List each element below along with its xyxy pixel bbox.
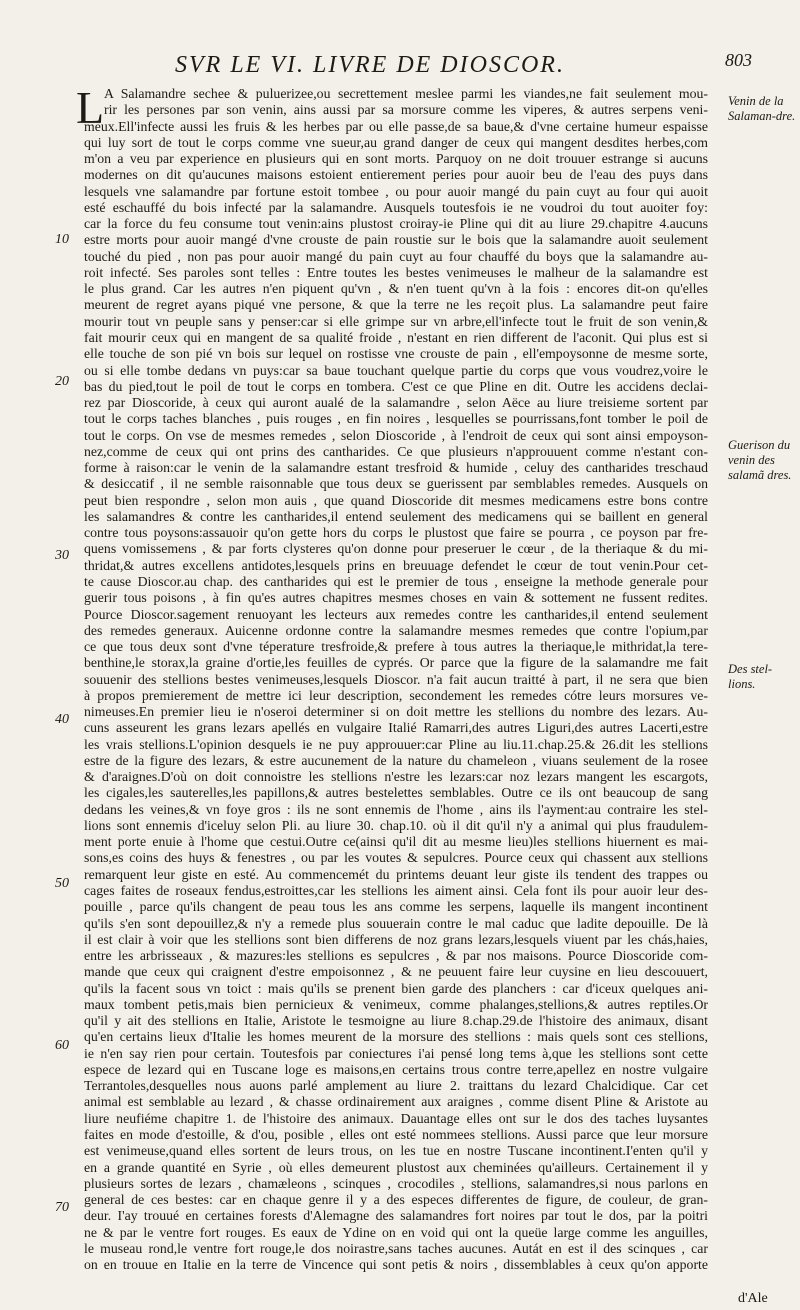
text-line: & d'araignes.D'où on doit connoistre les stellions n'estre les lezars:car noz lezars mangent les escargots, — [84, 769, 708, 785]
text-line: & desiccatif , il ne semble raisonnable que tous deux se guerissent par semblables remedes. Ausquels on — [84, 476, 708, 492]
text-line: A Salamandre sechee & puluerizee,ou secrettement meslee parmi les viandes,ne fait seulement mou- — [104, 86, 708, 101]
text-line: benthine,le storax,la graine d'ortie,les feuilles de cyprés. Or parce que la figure de la salamandre me fait — [84, 655, 708, 671]
text-line: nimeuses.En premier lieu ie n'oseroi determiner si on doit mettre les stellions du nombre des lezars. Au- — [84, 704, 708, 720]
text-line: liure neufiéme chapitre 1. de l'histoire des animaux. Dauantage elles ont sur le dos des taches luysantes — [84, 1110, 708, 1126]
text-line: car la force du feu consume tout venin:ains plustost croiray-ie Pline qui dit au liure 29.chapitre 4.aucuns — [84, 216, 708, 232]
text-line: roit infecté. Ses paroles sont telles : Entre toutes les bestes venimeuses le malheur de la salamandre est — [84, 264, 708, 280]
text-line: tout le corps. On vse de mesmes remedes , selon Dioscoride , à l'endroit de ceux qui sont ainsi empoyson- — [84, 427, 708, 443]
line-number: 30 — [55, 548, 69, 563]
text-line: qu'il y ait des stellions en Italie, Aristote le tesmoigne au liure 8.chap.29.de l'histoire des animaux, disant — [84, 1013, 708, 1029]
text-line: à propos premierement de mettre ici leur description, secondement les remedes cótre leurs morsures ve- — [84, 687, 708, 703]
text-line: peut bien respondre , selon mon auis , que quand Dioscoride dit mesmes medicamens estre bons contre — [84, 492, 708, 508]
text-line: maux tombent petis,mais bien pernicieux & venimeux, comme phalanges,stellions,& autres reptiles.Or — [84, 996, 708, 1012]
text-line: est venimeuse,quand elles sortent de leurs trous, on les tue en nostre Tuscane incontinent.I'enten qu'il y — [84, 1143, 708, 1159]
text-line: Terrantoles,desquelles nous auons parlé amplement au liure 2. traittans du lezard Chalcidique. Car cet — [84, 1078, 708, 1094]
line-number: 40 — [55, 712, 69, 727]
page-number: 803 — [725, 50, 752, 70]
drop-cap: L — [76, 82, 105, 133]
text-line: nez,comme de ceux qui ont prins des cantharides. Ce que plusieurs n'approuuent comme n'estant con- — [84, 443, 708, 459]
line-number: 20 — [55, 374, 69, 389]
text-line: on en trouue en Italie en la terre de Vincence qui sont petis & noirs , dissemblables à ceux qu'on apporte — [84, 1257, 708, 1273]
text-line: espece de lezard qui en Tuscane loge es maisons,en certains trous contre terre,apellez en nostre vulgaire — [84, 1061, 708, 1077]
text-line: rir les persones par son venin, ains aussi par sa morsure comme les viperes, & autres serpens veni- — [104, 102, 708, 118]
text-line: Pource Dioscor.sagement renuoyant les lecteurs aux remedes contre les cantharides,il entend seulement — [84, 606, 708, 622]
text-line: en a grande quantité en Syrie , où elles demeurent plustost aux cheminées qu'ailleurs. Certainement il y — [84, 1159, 708, 1175]
text-line: modernes on dit qu'aucunes maisons estoient entierement peries pour auoir beu de l'eau des puys dans — [84, 167, 708, 183]
text-line: lions sont ennemis d'iceluy selon Pli. au liure 30. chap.10. où il dit qu'il n'y a animal qui plus fraudulem- — [84, 817, 708, 833]
text-line: contre tous poysons:assauoir qu'on gette hors du corps le plustost que faire se pourra , ce poyson par fre- — [84, 525, 708, 541]
running-head: SVR LE VI. LIVRE DE DIOSCOR. — [175, 52, 565, 78]
line-number: 70 — [55, 1200, 69, 1215]
text-line: faites en mode d'estoille, & d'ou, posible , elles ont esté nommees stellions. Aussi parce que leur morsure — [84, 1127, 708, 1142]
text-line: quens vomissemens , & par forts clysteres qu'on donne pour preseruer le cœur , de la theriaque & du mi- — [84, 541, 708, 557]
text-line: remarquent leur giste en esté. Au commencemét du printems deuant leur giste ils tendent des trappes ou — [84, 866, 708, 882]
text-line: dedans les veines,& vn foye gros : ils ne sont ennemis de l'home , ains ils l'ayment:au contraire les stel- — [84, 801, 708, 817]
text-line: guerir tous poisons , à fin qu'es autres chapitres mesmes choses en vain & sottement ne fussent redites. — [84, 590, 708, 606]
text-line: forme à raison:car le venin de la salamandre estant tresfroid & humide , celuy des cantharides treschaud — [84, 460, 708, 476]
text-line: plusieurs sortes de lezars , chamæleons , scinques , crocodiles , stellions, salamandres,si nous parlons en — [84, 1175, 708, 1191]
text-line: le museau rond,le ventre fort rouge,le dos noirastre,sans taches aucunes. Autát en est il des scinques , car — [84, 1240, 708, 1256]
text-line: ou si elle tombe dedans vn puys:car sa baue touchant quelque partie du corps que vous voudrez,voire le — [84, 362, 708, 378]
text-line: thridat,& autres excellens antidotes,lesquels prins en breuuage defendet le cœur de tout venin.Pour cet- — [84, 557, 708, 573]
text-line: fait mourir ceux qui en mangent de sa qualité froide , n'estant en rien different de l'aconit. Qui plus est si — [84, 329, 708, 345]
catchword: d'Ale — [738, 1291, 768, 1306]
body-text — [76, 82, 708, 1273]
text-line: cages faites de roseaux fendus,estroittes,car les stellions les aiment ainsi. Cela font ils pour auoir leur des- — [84, 883, 708, 899]
text-line: estre morts pour auoir mangé d'vne crouste de pain roustie sur le bois que la salamandre auoit seulement — [84, 232, 708, 248]
text-line: qu'en certains lieux d'Italie les homes meurent de la morsure des stellions : mais quels sont ces stellions, — [84, 1029, 708, 1045]
text-line: animal est semblable au lezard , & chasse ordinairement aux araignes , comme disent Pline & Aristote au — [84, 1094, 708, 1110]
text-line: ne & par le ventre fort rouges. Es eaux de Ydine on en void qui ont la queüe large comme les anguilles, — [84, 1224, 708, 1240]
text-line: estre de la figure des lezars, & estre aucunement de la nature du chameleon , viuans seulement de la rosee — [84, 752, 708, 768]
text-line: les salamandres & contre les cantharides,il entend seulement des medicamens qui se baillent en general — [84, 508, 708, 524]
text-line: lesquels vne salamandre par fortune estoit tombee , ou pour auoir mangé du pain cuyt au four qui auoit — [84, 183, 708, 199]
text-line: sons,es coins des huys & fenestres , ou par les voutes & sepulcres. Pource ceux qui chassent aux stellions — [84, 850, 708, 866]
text-line: meux.Ell'infecte aussi les fruis & les herbes par ou elle passe,de sa baue,& d'vne certaine humeur espaisse — [84, 118, 708, 134]
text-line: le plus grand. Car les autres n'en piquent qu'vn , & n'en tuent qu'vn à la fois : encores dit-on qu'elles — [84, 281, 708, 297]
text-line: ce que tous deux sont d'vne téperature tresfroide,& prefere à tous autres la theriaque,le mithridat,la tere- — [84, 639, 708, 655]
marginal-note: Guerison du venin des salamã dres. — [728, 438, 792, 482]
text-line: touché du pied , non pas pour auoir mangé du pain cuyt au four chauffé du boys que la salamandre au- — [84, 248, 708, 264]
text-line: mourir tout vn peuple sans y penser:car si elle grimpe sur vn arbre,ell'infecte tout le fruit de son venin,& — [84, 313, 708, 329]
marginal-note: Venin de la Salaman-dre. — [728, 94, 796, 123]
text-line: te cause Dioscor.au chap. des cantharides qui est le premier de tous , enseigne la methode generale pour — [84, 573, 708, 589]
text-line: meurent de regret ayans piqué vne persone, & que la terre ne les reçoit plus. La salamandre peut faire — [84, 297, 708, 313]
text-line: il est clair à voir que les stellions sont bien differens de noz grans lezars,lesquels viuent par les chás,haies, — [84, 931, 708, 947]
text-line: qu'ils la facent sous vn toict : mais qu'ils se prenent bien garde des planchers : car d'iceux quelques ani- — [84, 980, 708, 996]
text-line: elle touche de son pié vn bois sur lequel on rostisse vne crouste de pain , ell'empoysonne de mesme sorte, — [84, 346, 708, 362]
line-number: 10 — [55, 232, 69, 247]
text-line: des remedes generaux. Auicenne ordonne contre la salamandre mesmes remedes que contre l'opium,par — [84, 622, 708, 638]
text-line: entre les arbrisseaux , & mazures:les stellions es sepulcres , & par nos maisons. Pource Dioscoride com- — [84, 948, 708, 964]
text-line: pouille , parce qu'ils changent de peau tous les ans comme les serpens, laquelle ils mangent incontinent — [84, 899, 708, 915]
text-line: les vrais stellions.L'opinion desquels ie ne puy approuuer:car Pline au liu.11.chap.25.& 26.dit les stellions — [84, 736, 708, 752]
text-line: rez par Dioscoride, à ceux qui auront aualé de la salamandre , selon Aëce au liure treisieme sortent par — [84, 395, 708, 411]
text-line: tout le corps taches blanches , puis rouges , en fin noires , lesquelles se pourrissans,font tomber le poil de — [84, 411, 708, 427]
text-line: bas du pied,tout le poil de tout le corps en tombera. C'est ce que Pline en dit. Outre les accidens declai- — [84, 378, 708, 394]
page-header — [50, 48, 770, 82]
text-line: mande que ceux qui craignent d'estre empoisonnez , & ne peuuent faire leur cuysine en lieu descouuert, — [84, 964, 708, 980]
text-line: ment porte enuie à l'home que cestui.Outre ce(ainsi qu'il dit au mesme lieu)les stellions hiuernent es mai- — [84, 834, 708, 850]
text-line: deur. I'ay trouué en certaines forests d'Alemagne des salamandres fort noires par tout le dos, par la poitri — [84, 1208, 708, 1224]
text-line: cuns asseurent les grans lezars apellés en vulgaire Italié Ramarri,des autres Liguri,des autres Lacerti,estre — [84, 720, 708, 736]
line-number: 50 — [55, 876, 69, 891]
text-line: esté eschauffé du bois infecté par la salamandre. Ausquels toutesfois ie ne voudroi du tout auoiter foy: — [84, 199, 708, 215]
text-line: les cigales,les sauterelles,les papillons,& autres bestelettes semblables. Outre ce ils ont beaucoup de sang — [84, 785, 708, 801]
text-line: qu'ils s'en sont depouillez,& n'y a remede plus souuerain contre le mal caduc que ladite depouille. De là — [84, 915, 708, 931]
text-line: m'on a veu par experience en plusieurs qui en sont morts. Parquoy on ne doit trouuer estrange si aucuns — [84, 151, 708, 167]
marginal-note: Des stel-lions. — [728, 662, 773, 691]
text-line: qui luy sort de tout le corps comme vne sueur,au grand danger de ceux qui mangent desdites herbes,com — [84, 134, 708, 150]
text-line: ie n'en say rien pour certain. Toutesfois par coniectures i'ai pensé long tems à,que les stellions sont cette — [84, 1045, 708, 1061]
text-line: souuenir des stellions bestes venimeuses,lesquels Dioscor. n'a fait aucun traitté à part, il ne sera que bien — [84, 671, 708, 687]
text-line: general de ces bestes: car en chaque genre il y a des especes differentes de figure, de couleur, de gran- — [84, 1192, 708, 1208]
line-number: 60 — [55, 1038, 69, 1053]
